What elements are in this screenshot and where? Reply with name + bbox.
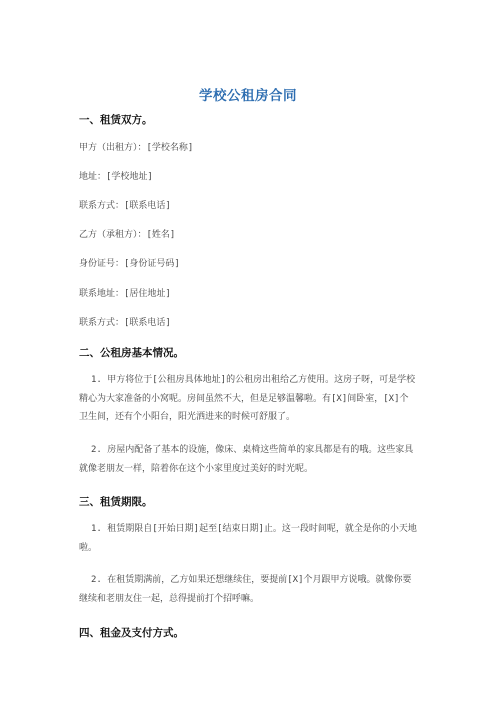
lessee-address-line: 联系地址：[居住地址] bbox=[79, 289, 171, 299]
lessee-contact-line: 联系方式：[联系电话] bbox=[79, 318, 171, 328]
housing-paragraph-1: 1. 甲方将位于[公租房具体地址]的公租房出租给乙方使用。这房子呀，可是学校精心为大家准备的小窝呢。房间虽然不大，但是足够温馨啦。有[X]间卧室，[X]个卫生间，还有个小阳台，阳光洒进来的时候可舒服了。 bbox=[79, 375, 416, 422]
section-heading-parties: 一、租赁双方。 bbox=[79, 114, 153, 126]
lessor-address-line: 地址：[学校地址] bbox=[79, 172, 153, 182]
term-paragraph-2: 2. 在租赁期满前，乙方如果还想继续住，要提前[X]个月跟甲方说哦。就像你要继续和老朋友住一起，总得提前打个招呼嘛。 bbox=[79, 575, 412, 604]
lessee-name-line: 乙方（承租方）：[姓名] bbox=[79, 230, 176, 240]
section-heading-term: 三、租赁期限。 bbox=[79, 496, 153, 508]
lessee-id-line: 身份证号：[身份证号码] bbox=[79, 259, 180, 269]
lessor-name-line: 甲方（出租方）：[学校名称] bbox=[79, 143, 194, 153]
term-paragraph-1: 1. 租赁期限自[开始日期]起至[结束日期]止。这一段时间呢，就全是你的小天地啦。 bbox=[79, 524, 417, 553]
section-heading-rent: 四、租金及支付方式。 bbox=[79, 627, 184, 639]
housing-paragraph-2: 2. 房屋内配备了基本的设施，像床、桌椅这些简单的家具都是有的哦。这些家具就像老朋友一样，陪着你在这个小家里度过美好的时光呢。 bbox=[79, 445, 414, 474]
document-title: 学校公租房合同 bbox=[199, 88, 297, 104]
lessor-contact-line: 联系方式：[联系电话] bbox=[79, 201, 171, 211]
section-heading-housing: 二、公租房基本情况。 bbox=[79, 347, 184, 359]
